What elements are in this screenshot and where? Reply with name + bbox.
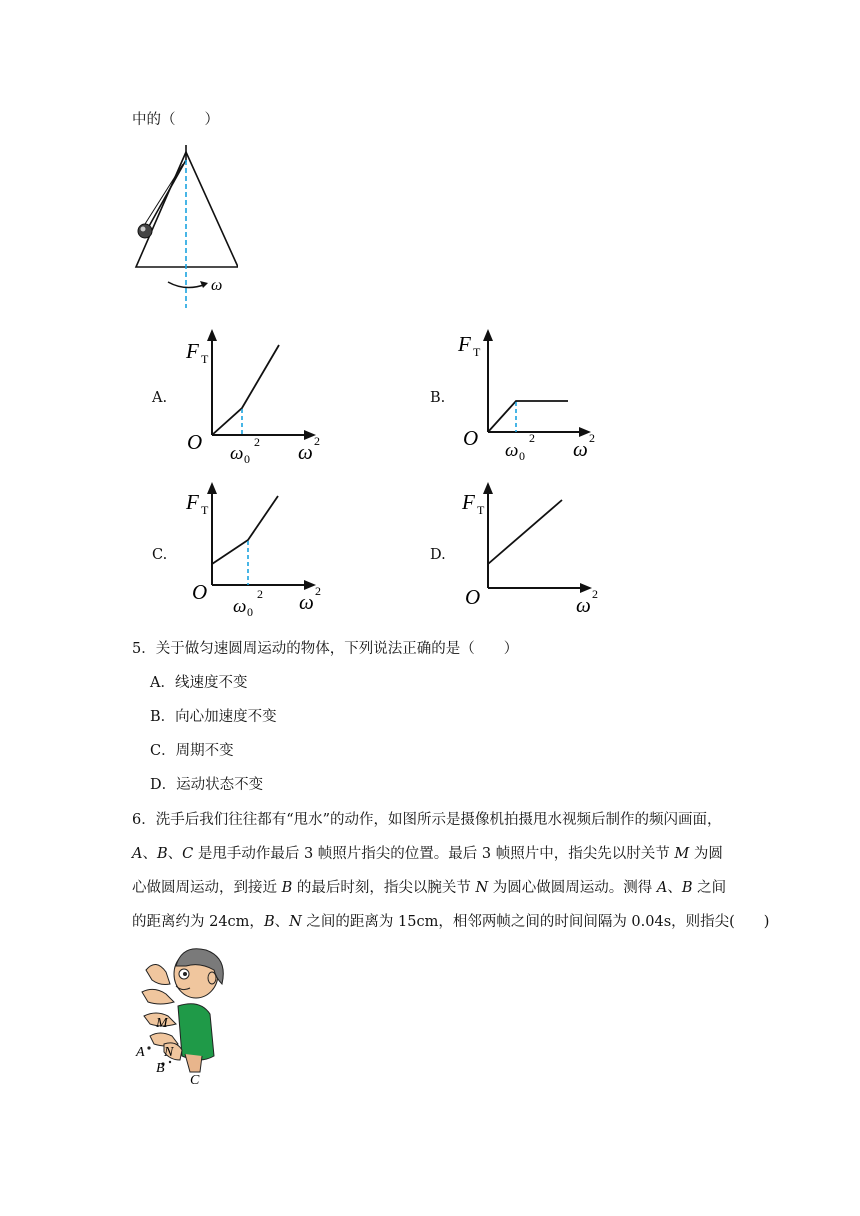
svg-text:F: F <box>186 339 199 363</box>
question-5-option-b: B．向心加速度不变 <box>150 709 277 725</box>
cone-triangle <box>136 152 238 267</box>
svg-text:T: T <box>201 503 209 517</box>
svg-text:ω: ω <box>230 443 244 464</box>
svg-text:ω: ω <box>233 596 247 617</box>
graph-option-a <box>180 325 340 470</box>
question-5-stem: 5．关于做匀速圆周运动的物体，下列说法正确的是（ ） <box>132 641 519 657</box>
svg-text:2: 2 <box>592 587 598 601</box>
svg-text:T: T <box>477 503 485 517</box>
option-c-letter: C. <box>152 547 168 563</box>
svg-text:ω: ω <box>576 593 591 617</box>
cone-pendulum-figure <box>128 140 238 312</box>
option-a-letter: A. <box>152 390 168 406</box>
graph-line <box>212 496 278 564</box>
svg-text:2: 2 <box>529 431 535 445</box>
svg-text:F: F <box>462 490 475 514</box>
question-6-text <box>132 810 770 946</box>
graph-option-b <box>456 325 616 470</box>
svg-text:O: O <box>465 585 481 609</box>
option-b-letter: B. <box>430 390 446 406</box>
svg-text:O: O <box>463 426 479 450</box>
question-6-line-3: 心做圆周运动，到接近 B 的最后时刻，指尖以腕关节 N 为圆心做圆周运动。测得 A、B 之间 <box>132 880 727 896</box>
label-n: N <box>164 1045 174 1060</box>
svg-text:F: F <box>458 332 471 356</box>
label-b: B <box>156 1061 165 1076</box>
svg-text:ω: ω <box>505 440 519 461</box>
question-5-option-d: D．运动状态不变 <box>150 777 264 793</box>
string-line <box>145 164 183 224</box>
svg-text:T: T <box>201 352 209 366</box>
svg-text:ω: ω <box>299 590 314 614</box>
svg-text:ω: ω <box>298 440 313 464</box>
svg-text:2: 2 <box>257 587 263 601</box>
question-5-option-c: C．周期不变 <box>150 743 234 759</box>
label-a: A <box>136 1045 145 1060</box>
option-d-letter: D. <box>430 547 446 563</box>
svg-text:2: 2 <box>315 584 321 598</box>
svg-text:2: 2 <box>254 435 260 449</box>
hand-shaking-cartoon <box>130 944 235 1092</box>
question-5-option-a: A．线速度不变 <box>150 675 248 691</box>
svg-text:O: O <box>187 430 203 454</box>
question-6-line-2: A、B、C 是甩手动作最后 3 帧照片指尖的位置。最后 3 帧照片中，指尖先以肘关节 M 为圆 <box>132 846 723 862</box>
svg-text:2: 2 <box>589 431 595 445</box>
graph-line <box>488 500 562 564</box>
svg-text:F: F <box>186 490 199 514</box>
graph-line <box>212 345 279 435</box>
svg-text:ω: ω <box>573 437 588 461</box>
svg-text:T: T <box>473 345 481 359</box>
label-m: M <box>156 1016 168 1031</box>
svg-text:0: 0 <box>247 605 253 619</box>
ball-icon <box>138 224 152 238</box>
question-6-line-4: 的距离约为 24cm，B、N 之间的距离为 15cm，相邻两帧之间的时间间隔为 0.04s，则指尖( ) <box>132 914 770 930</box>
svg-text:0: 0 <box>244 452 250 466</box>
graph-option-d <box>456 478 616 623</box>
rotation-arrow-icon <box>168 282 206 288</box>
string-line <box>148 160 186 228</box>
svg-text:O: O <box>192 580 208 604</box>
graph-line <box>488 401 568 432</box>
label-c: C <box>190 1073 200 1088</box>
question-tail-text: 中的（ ） <box>132 112 219 128</box>
question-6-line-1: 6．洗手后我们往往都有“甩水”的动作，如图所示是摄像机拍摄甩水视频后制作的频闪画面， <box>132 812 722 828</box>
svg-text:2: 2 <box>314 434 320 448</box>
svg-text:0: 0 <box>519 449 525 463</box>
graph-option-c <box>180 478 340 623</box>
omega-label: ω <box>211 277 223 294</box>
